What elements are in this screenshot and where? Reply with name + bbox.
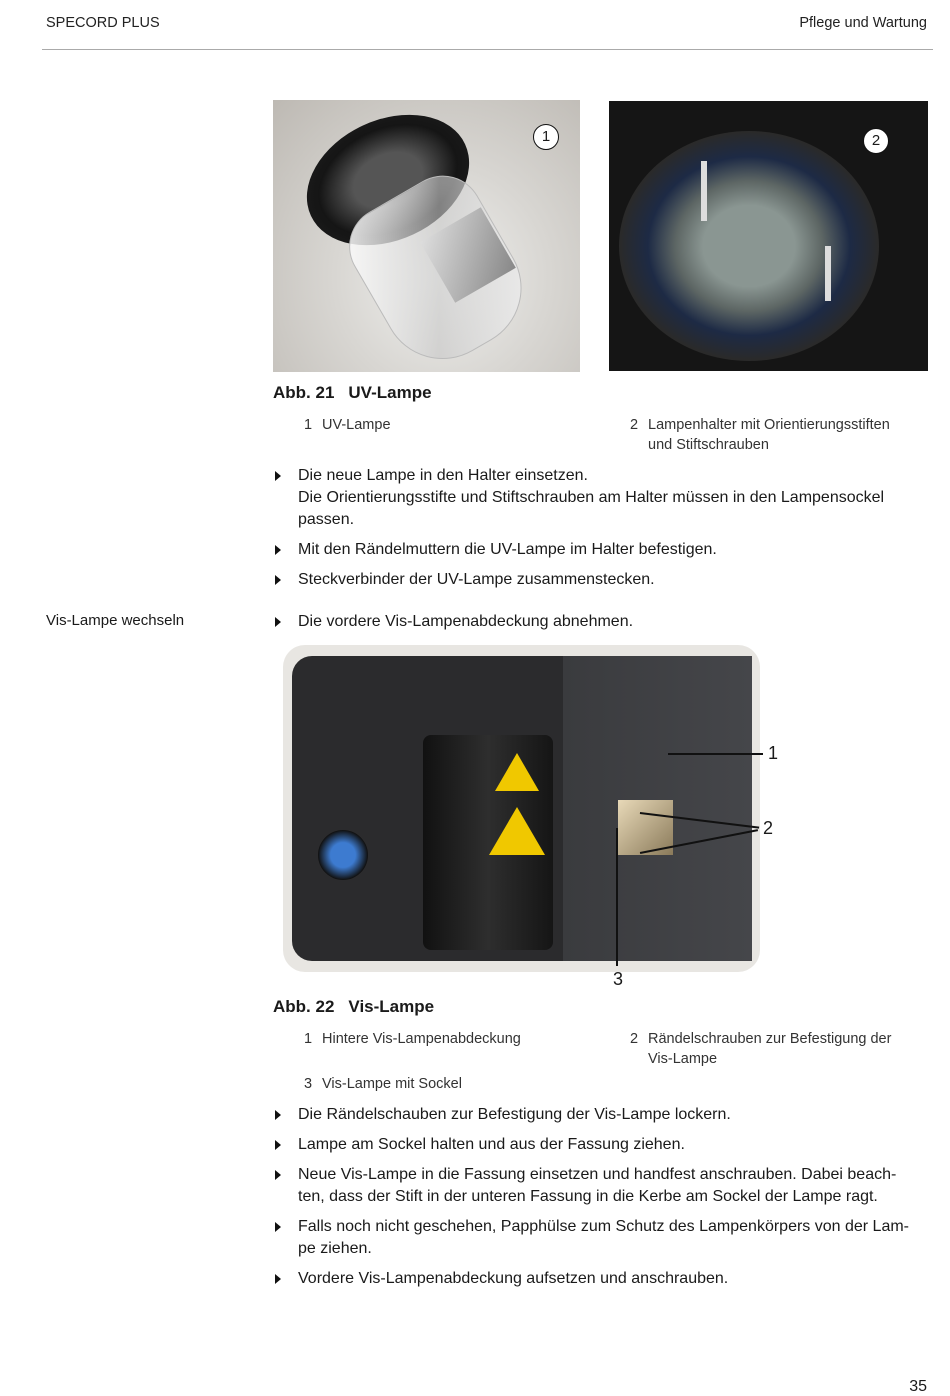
- legend-number: 1: [304, 417, 313, 433]
- bullet-arrow-icon: [275, 575, 281, 585]
- step-item: [275, 465, 925, 531]
- legend-text: Vis-Lampe mit Sockel: [322, 1076, 462, 1092]
- bullet-arrow-icon: [275, 1140, 281, 1150]
- hot-surface-warning-icon: [495, 753, 539, 791]
- bullet-arrow-icon: [275, 1170, 281, 1180]
- step-subtext: Die Orientierungsstifte und Stiftschrauben am Halter müssen in den Lampensockel passen.: [298, 489, 885, 528]
- callout-line: [668, 753, 763, 755]
- bullet-arrow-icon: [275, 1274, 281, 1284]
- step-text: Vordere Vis-Lampenabdeckung aufsetzen und anschrauben.: [298, 1270, 729, 1287]
- marker-1: 1: [533, 124, 559, 150]
- callout-1: 1: [768, 743, 779, 763]
- legend-item: [630, 1029, 908, 1069]
- step-item: [275, 539, 925, 561]
- step-text: Die Rändelschauben zur Befestigung der Vis-Lampe lockern.: [298, 1106, 731, 1123]
- step-item: [275, 1164, 925, 1208]
- step-text: Lampe am Sockel halten und aus der Fassung ziehen.: [298, 1136, 685, 1153]
- legend-text: Lampenhalter mit Orientierungsstiften und Stiftschrauben: [648, 417, 890, 453]
- callout-3: 3: [613, 969, 624, 989]
- page-number: 35: [909, 1378, 927, 1395]
- orientation-pin: [701, 161, 707, 221]
- figure-22-caption: [273, 997, 434, 1017]
- legend-item: [304, 1074, 462, 1094]
- uv-lamp-photo: [273, 100, 580, 372]
- figure-title: Vis-Lampe: [348, 997, 435, 1016]
- legend-text: Hintere Vis-Lampenabdeckung: [322, 1031, 521, 1047]
- legend-text: Rändelschrauben zur Befestigung der Vis-Lampe: [648, 1031, 892, 1067]
- bullet-arrow-icon: [275, 1222, 281, 1232]
- connector-cap: [318, 830, 368, 880]
- figure-label: Abb. 22: [273, 997, 335, 1016]
- figure-label: Abb. 21: [273, 383, 335, 402]
- step-item: [275, 1268, 925, 1290]
- legend-item: [630, 415, 913, 455]
- legend-number: 2: [630, 1031, 639, 1047]
- legend-number: 1: [304, 1031, 313, 1047]
- step-item: [275, 569, 925, 591]
- step-text: Neue Vis-Lampe in die Fassung einsetzen und handfest anschrauben. Dabei beach-ten, dass der Stift in der unteren Fassung in die Kerbe am Sockel der Lampe ragt.: [298, 1166, 897, 1205]
- step-text: Die vordere Vis-Lampenabdeckung abnehmen.: [298, 613, 634, 630]
- step-item: [275, 1104, 925, 1126]
- header-title: SPECORD PLUS: [46, 15, 160, 31]
- step-text: Die neue Lampe in den Halter einsetzen.: [298, 467, 588, 484]
- step-item: [275, 1216, 925, 1260]
- step-item: [275, 1134, 925, 1156]
- legend-item: [304, 415, 391, 435]
- callout-line: [616, 828, 618, 966]
- bullet-arrow-icon: [275, 617, 281, 627]
- lamp-holder-photo: [609, 101, 928, 371]
- bullet-arrow-icon: [275, 1110, 281, 1120]
- callout-2: 2: [763, 818, 774, 838]
- side-heading: Vis-Lampe wechseln: [46, 612, 185, 629]
- header-section: Pflege und Wartung: [799, 15, 927, 31]
- step-item: [275, 611, 925, 633]
- bullet-arrow-icon: [275, 471, 281, 481]
- marker-2: 2: [863, 128, 889, 154]
- lamp-holder-ring: [619, 131, 879, 361]
- legend-item: [304, 1029, 521, 1049]
- header-divider: [42, 49, 933, 50]
- orientation-pin: [825, 246, 831, 301]
- legend-number: 3: [304, 1076, 313, 1092]
- figure-21-caption: [273, 383, 432, 403]
- bullet-arrow-icon: [275, 545, 281, 555]
- legend-text: UV-Lampe: [322, 417, 391, 433]
- uv-warning-icon: [489, 807, 545, 855]
- legend-number: 2: [630, 417, 639, 433]
- step-text: Falls noch nicht geschehen, Papphülse zum Schutz des Lampenkörpers von der Lam-pe ziehen.: [298, 1218, 910, 1257]
- step-text: Steckverbinder der UV-Lampe zusammenstecken.: [298, 571, 655, 588]
- figure-title: UV-Lampe: [348, 383, 432, 402]
- vis-lamp-photo: [283, 645, 760, 972]
- step-text: Mit den Rändelmuttern die UV-Lampe im Halter befestigen.: [298, 541, 717, 558]
